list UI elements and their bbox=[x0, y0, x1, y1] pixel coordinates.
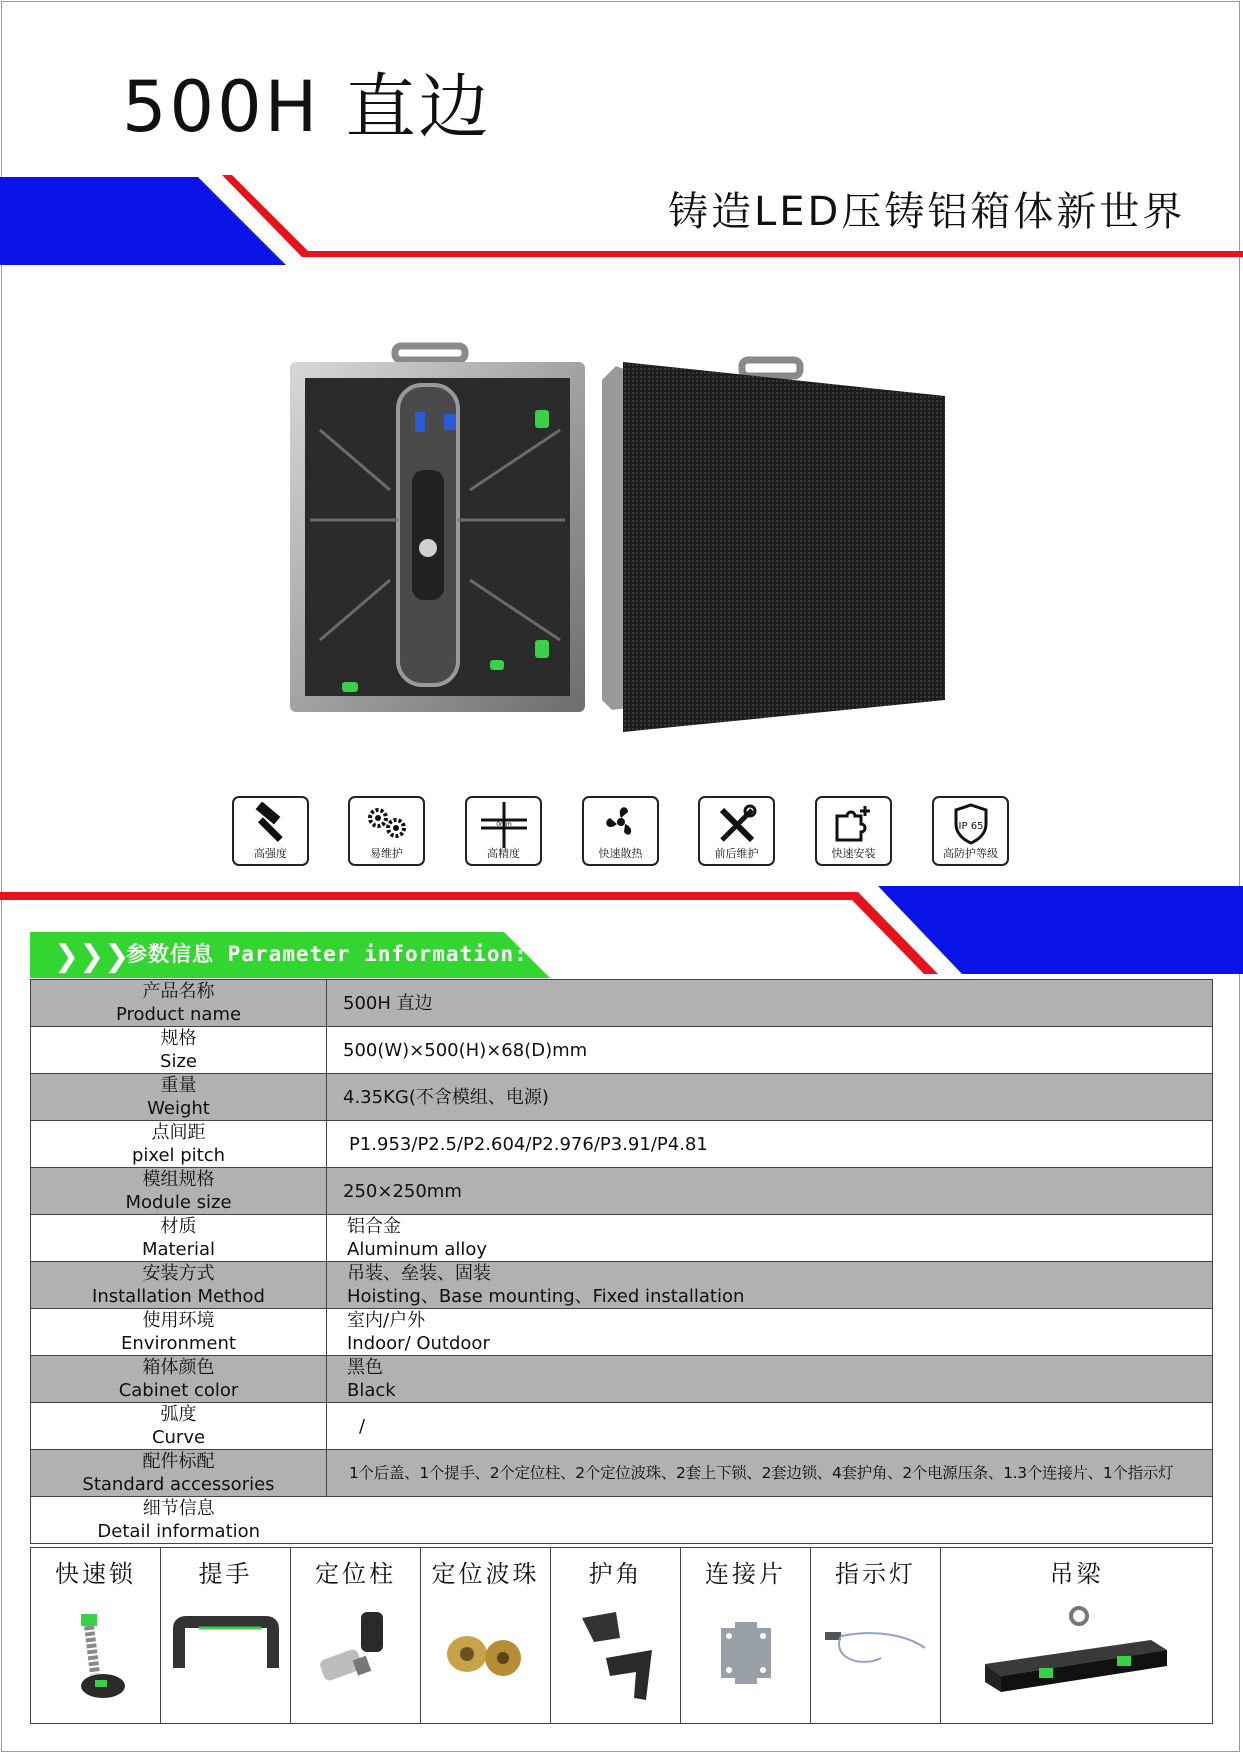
param-key: 产品名称 Product name bbox=[31, 980, 327, 1027]
feature-front-rear bbox=[698, 796, 775, 866]
detail-label: 指示灯 bbox=[835, 1560, 916, 1588]
precision-icon bbox=[481, 802, 527, 848]
param-key: 模组规格 Module size bbox=[31, 1168, 327, 1215]
feature-label: 高精度 bbox=[487, 847, 520, 860]
param-key: 细节信息 Detail information bbox=[31, 1497, 327, 1544]
precision-mark: 0mm bbox=[496, 821, 512, 828]
param-key: 材质 Material bbox=[31, 1215, 327, 1262]
param-value: 500(W)×500(H)×68(D)mm bbox=[327, 1027, 1213, 1074]
detail-label: 吊梁 bbox=[1049, 1560, 1104, 1588]
locating-bead-image bbox=[441, 1618, 531, 1688]
param-key: 使用环境 Environment bbox=[31, 1309, 327, 1356]
hammer-icon bbox=[248, 802, 294, 848]
feature-label: 前后维护 bbox=[714, 847, 759, 860]
detail-locating-bead bbox=[421, 1548, 551, 1723]
detail-images bbox=[30, 1547, 1213, 1724]
param-value: 吊装、垒装、固装 Hoisting、Base mounting、Fixed installation bbox=[327, 1262, 1213, 1309]
connecting-plate-image bbox=[711, 1618, 781, 1688]
parameter-table bbox=[30, 979, 1213, 1544]
slogan: 铸造LED压铸铝箱体新世界 bbox=[668, 189, 1186, 235]
feature-strength bbox=[232, 796, 309, 866]
feature-label: 快速散热 bbox=[598, 847, 643, 860]
detail-label: 提手 bbox=[198, 1560, 253, 1588]
detail-label: 连接片 bbox=[705, 1560, 786, 1588]
param-key: 规格 Size bbox=[31, 1027, 327, 1074]
param-key: 安装方式 Installation Method bbox=[31, 1262, 327, 1309]
param-value: P1.953/P2.5/P2.604/P2.976/P3.91/P4.81 bbox=[327, 1121, 1213, 1168]
feature-protection bbox=[932, 796, 1009, 866]
table-row bbox=[31, 1074, 1213, 1121]
corner-guard-image bbox=[576, 1608, 656, 1703]
table-row bbox=[31, 1497, 1213, 1544]
tools-icon bbox=[714, 802, 760, 848]
ip-mark: IP 65 bbox=[958, 821, 984, 832]
fan-icon bbox=[598, 802, 644, 848]
param-key: 弧度 Curve bbox=[31, 1403, 327, 1450]
feature-cooling bbox=[582, 796, 659, 866]
page-title: 500H 直边 bbox=[122, 66, 492, 148]
param-value: 500H 直边 bbox=[327, 980, 1213, 1027]
param-header-label: 参数信息 Parameter information: bbox=[126, 942, 528, 966]
param-value: 铝合金 Aluminum alloy bbox=[327, 1215, 1213, 1262]
detail-locating-pin bbox=[291, 1548, 421, 1723]
feature-icons bbox=[0, 796, 1243, 868]
param-key: 重量 Weight bbox=[31, 1074, 327, 1121]
table-row bbox=[31, 980, 1213, 1027]
arrows-icon: ❯❯❯ bbox=[54, 939, 130, 974]
table-row bbox=[31, 1403, 1213, 1450]
detail-label: 快速锁 bbox=[55, 1560, 136, 1588]
param-value: 室内/户外 Indoor/ Outdoor bbox=[327, 1309, 1213, 1356]
param-value: 1个后盖、1个提手、2个定位柱、2个定位波珠、2套上下锁、2套边锁、4套护角、2个电源压条、1.3个连接片、1个指示灯 bbox=[327, 1450, 1213, 1497]
feature-label: 易维护 bbox=[370, 847, 403, 860]
quick-lock-image bbox=[61, 1604, 131, 1704]
detail-hanging-beam bbox=[941, 1548, 1212, 1723]
feature-label: 高防护等级 bbox=[943, 847, 998, 860]
table-row bbox=[31, 1121, 1213, 1168]
detail-label: 护角 bbox=[588, 1560, 643, 1588]
feature-maintenance bbox=[348, 796, 425, 866]
cabinet-photos bbox=[280, 340, 960, 740]
feature-label: 快速安装 bbox=[831, 847, 876, 860]
param-value: 4.35KG(不含模组、电源) bbox=[327, 1074, 1213, 1121]
puzzle-icon bbox=[831, 802, 877, 848]
param-value bbox=[327, 1497, 1213, 1544]
locating-pin-image bbox=[311, 1604, 401, 1704]
handle-image bbox=[171, 1608, 281, 1688]
param-key: 点间距 pixel pitch bbox=[31, 1121, 327, 1168]
table-row bbox=[31, 1450, 1213, 1497]
table-row bbox=[31, 1168, 1213, 1215]
param-key: 配件标配 Standard accessories bbox=[31, 1450, 327, 1497]
detail-handle bbox=[161, 1548, 291, 1723]
feature-quick-install bbox=[815, 796, 892, 866]
table-row bbox=[31, 1309, 1213, 1356]
shield-icon bbox=[948, 802, 994, 848]
cabinet-back-image bbox=[290, 346, 585, 712]
table-row bbox=[31, 1215, 1213, 1262]
gears-icon bbox=[364, 802, 410, 848]
detail-quick-lock bbox=[31, 1548, 161, 1723]
detail-indicator-light bbox=[811, 1548, 941, 1723]
param-value: 250×250mm bbox=[327, 1168, 1213, 1215]
detail-corner-guard bbox=[551, 1548, 681, 1723]
table-row bbox=[31, 1262, 1213, 1309]
param-value: 黑色 Black bbox=[327, 1356, 1213, 1403]
hanging-beam-image bbox=[981, 1604, 1171, 1704]
feature-precision bbox=[465, 796, 542, 866]
param-value: / bbox=[327, 1403, 1213, 1450]
detail-label: 定位柱 bbox=[315, 1560, 396, 1588]
table-row bbox=[31, 1356, 1213, 1403]
indicator-light-image bbox=[821, 1618, 931, 1678]
feature-label: 高强度 bbox=[254, 847, 287, 860]
detail-connecting-plate bbox=[681, 1548, 811, 1723]
detail-label: 定位波珠 bbox=[431, 1560, 540, 1588]
cabinet-front-image bbox=[602, 360, 945, 732]
table-row bbox=[31, 1027, 1213, 1074]
param-key: 箱体颜色 Cabinet color bbox=[31, 1356, 327, 1403]
